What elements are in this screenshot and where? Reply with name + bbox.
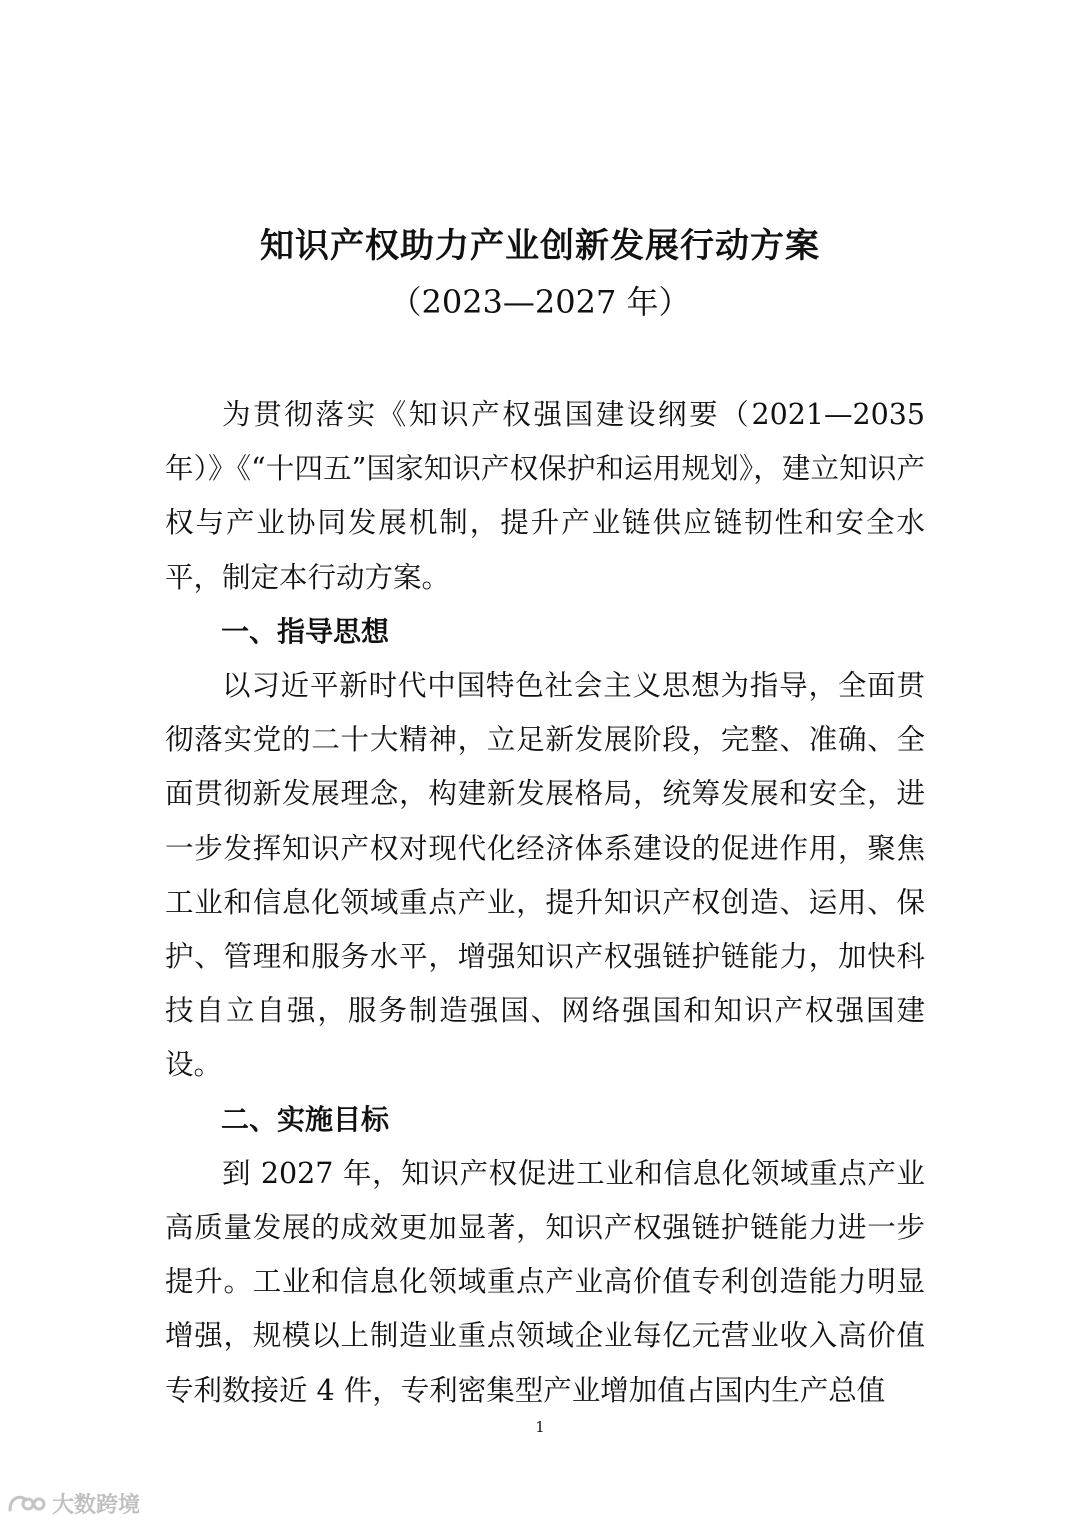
document-body (165, 388, 925, 1418)
document-title: 知识产权助力产业创新发展行动方案 (260, 226, 820, 266)
guiding-thought-paragraph: 以习近平新时代中国特色社会主义思想为指导，全面贯彻落实党的二十大精神，立足新发展阶段，完整、准确、全面贯彻新发展理念，构建新发展格局，统筹发展和安全，进一步发挥知识产权对现代化经济体系建设的促进作用，聚焦工业和信息化领域重点产业，提升知识产权创造、运用、保护、管理和服务水平，增强知识产权强链护链能力，加快科技自立自强，服务制造强国、网络强国和知识产权强国建设。 (165, 669, 925, 1082)
watermark-text: 大数跨境 (52, 1493, 141, 1518)
watermark (6, 1488, 140, 1519)
intro-paragraph: 为贯彻落实《知识产权强国建设纲要（2021—2035 年）》《“十四五”国家知识产权保护和运用规划》，建立知识产权与产业协同发展机制，提升产业链供应链韧性和安全水平，制定本行动方案。 (165, 398, 925, 594)
document-subtitle: （2023—2027 年） (389, 283, 691, 321)
section-heading-goals: 二、实施目标 (221, 1102, 390, 1136)
goals-paragraph: 到 2027 年，知识产权促进工业和信息化领域重点产业高质量发展的成效更加显著，知识产权强链护链能力进一步提升。工业和信息化领域重点产业高价值专利创造能力明显增强，规模以上制造业重点领域企业每亿元营业收入高价值专利数接近 4 件，专利密集型产业增加值占国内生产总值 (165, 1156, 925, 1407)
brand-logo-icon (6, 1490, 46, 1518)
section-heading-guiding-thought: 一、指导思想 (221, 614, 390, 648)
page-number: 1 (535, 1418, 545, 1436)
